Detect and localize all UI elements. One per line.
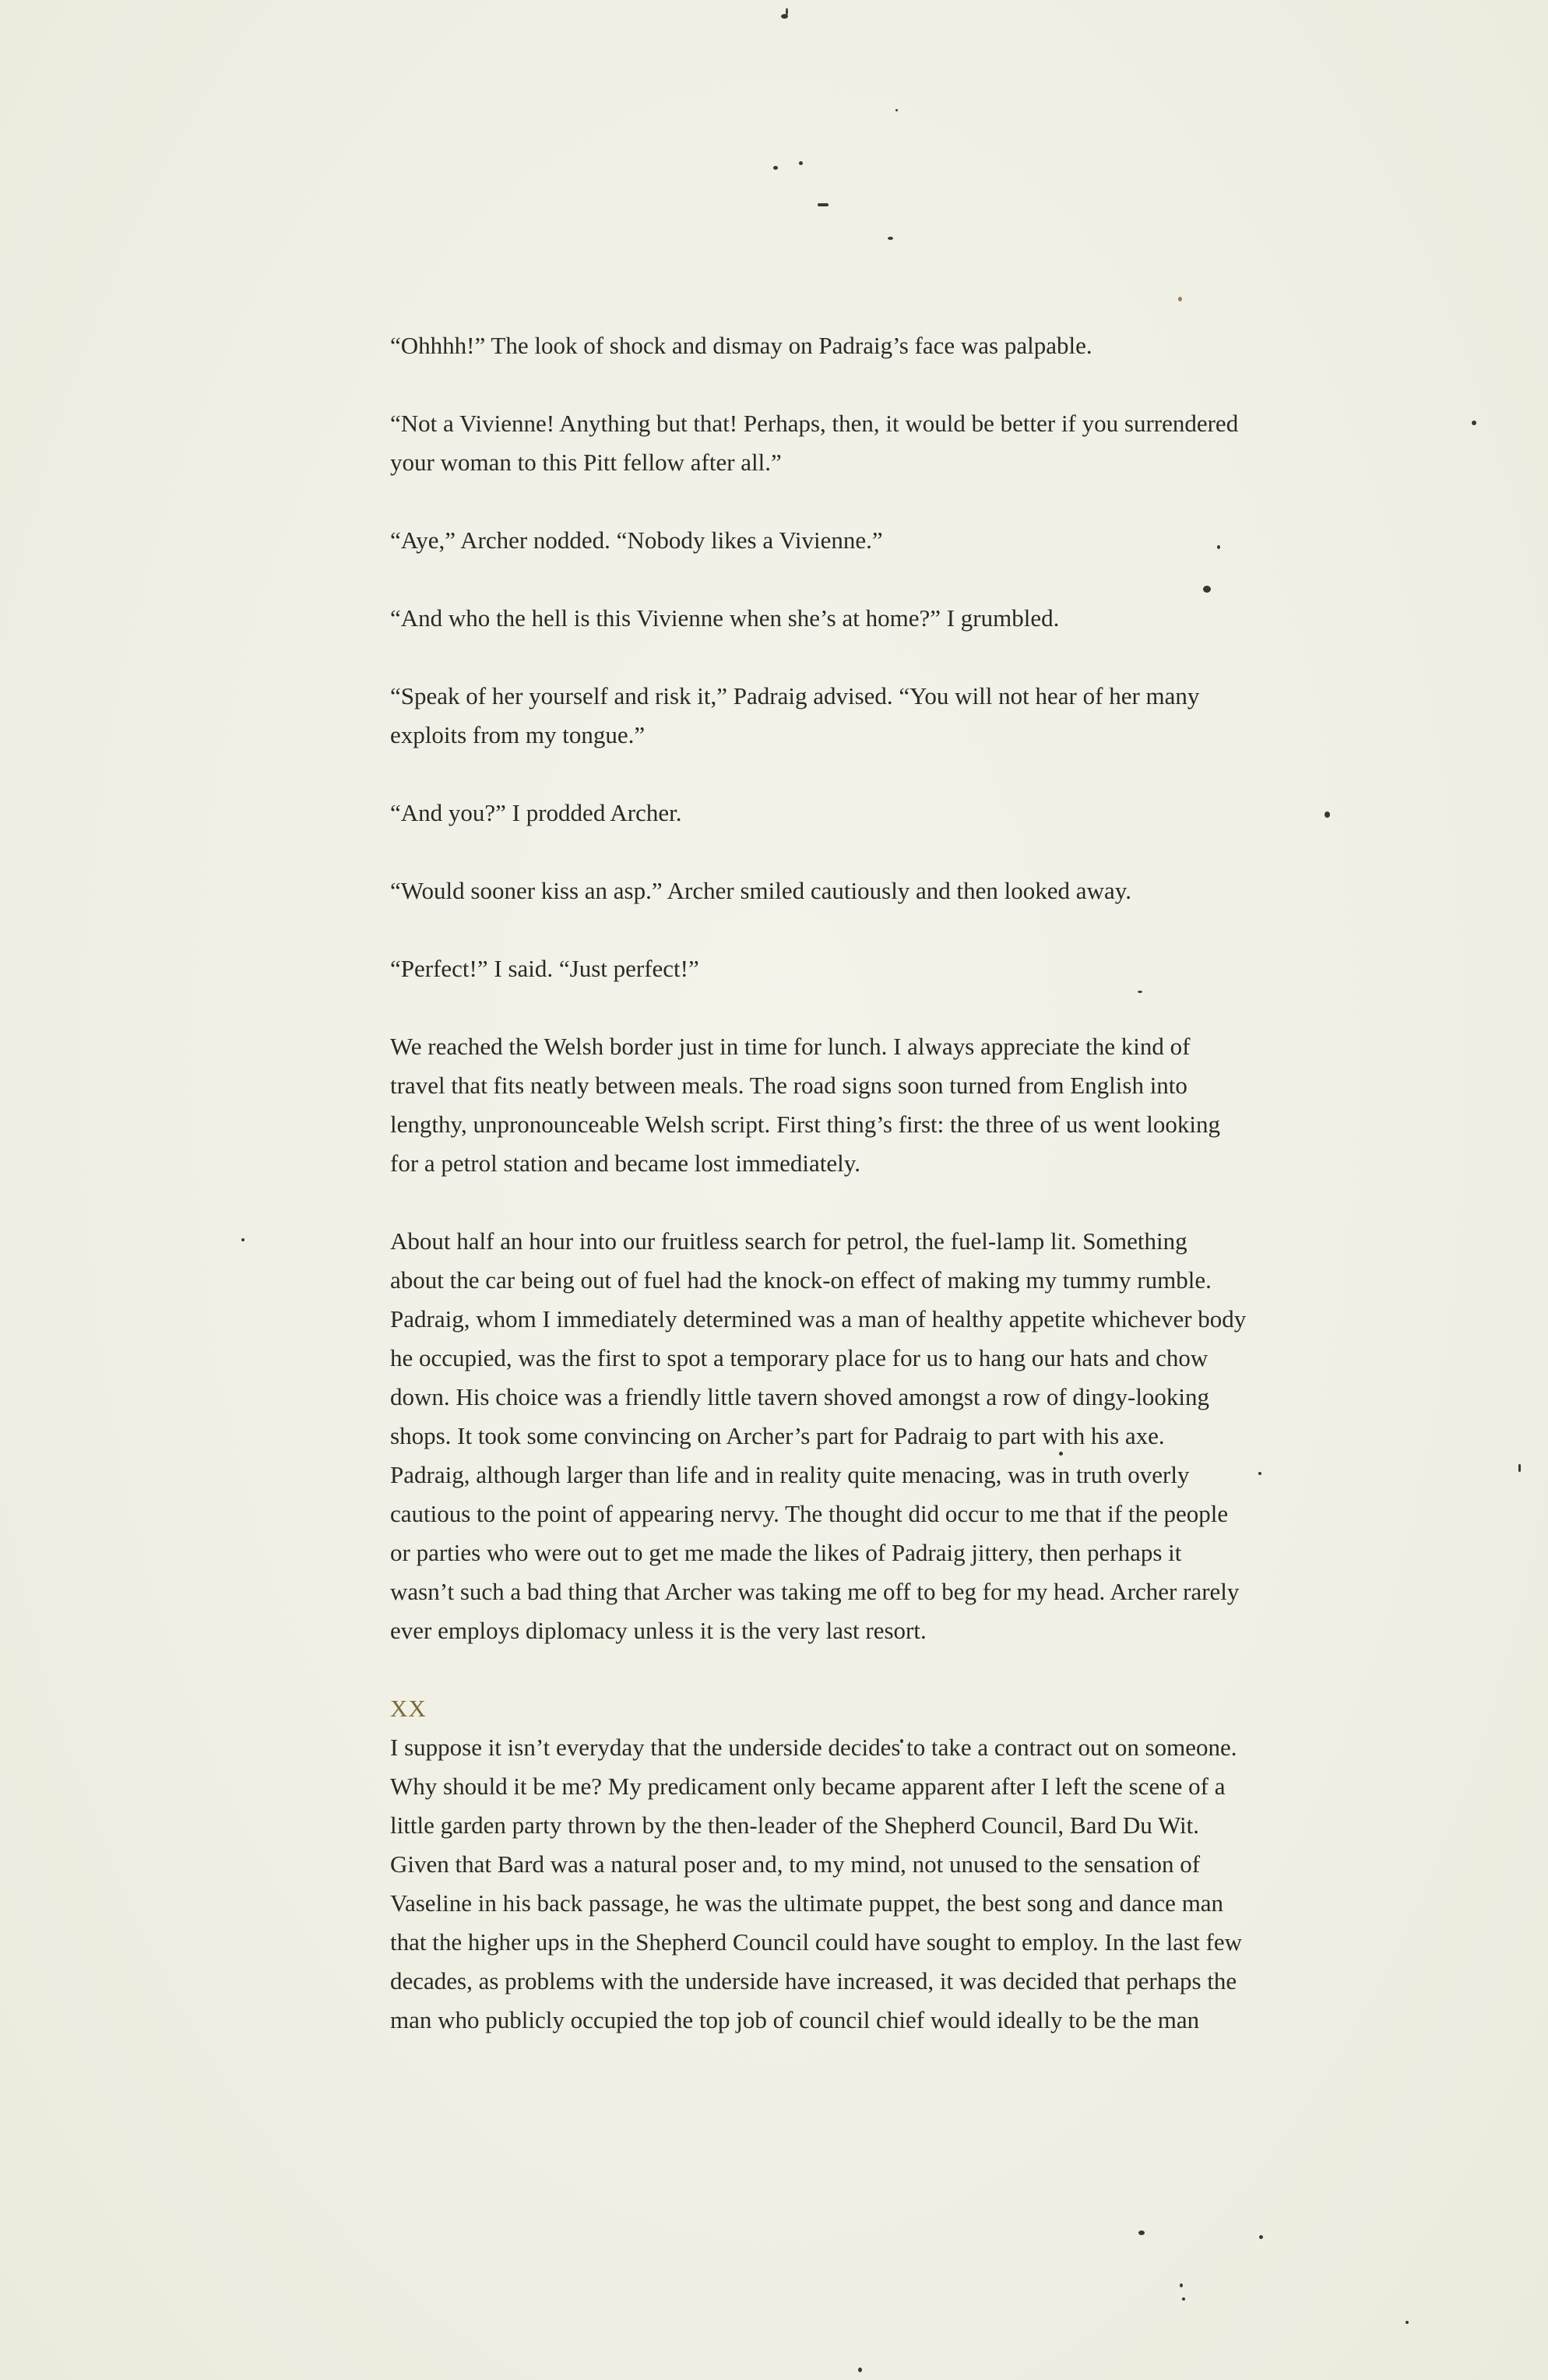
- paragraph: About half an hour into our fruitless search for petrol, the fuel-lamp lit. Something about the car being out of fuel had the knock-on effect of making my tummy rumble. Padraig, whom I immediately determined was a man of healthy appetite whichever body he occupied, was the first to spot a temporary place for us to hang our hats and chow down. His choice was a friendly little tavern shoved amongst a row of dingy-looking shops. It took some convincing on Archer’s part for Padraig to part with his axe. Padraig, although larger than life and in reality quite menacing, was in truth overly cautious to the point of appearing nervy. The thought did occur to me that if the people or parties who were out to get me made the likes of Padraig jittery, then perhaps it wasn’t such a bad thing that Archer was taking me off to beg for my head. Archer rarely ever employs diplomacy unless it is the very last resort.: [390, 1227, 1247, 1644]
- paragraph: “And who the hell is this Vivienne when she’s at home?” I grumbled.: [390, 604, 1060, 632]
- paper-speck: [888, 237, 893, 240]
- paper-speck: [1406, 2321, 1409, 2324]
- paragraph: “Speak of her yourself and risk it,” Padraig advised. “You will not hear of her many exploits from my tongue.”: [390, 682, 1200, 748]
- paper-speck: [1138, 2230, 1145, 2235]
- paragraph: “Perfect!” I said. “Just perfect!”: [390, 955, 699, 982]
- paper-speck: [1259, 2235, 1263, 2239]
- paper-speck: [773, 166, 778, 170]
- section-marker: XX: [390, 1695, 427, 1722]
- paper-speck: [1180, 2283, 1183, 2287]
- paper-speck: [1178, 297, 1182, 301]
- paper-speck: [818, 203, 829, 206]
- paragraph: “Not a Vivienne! Anything but that! Perhaps, then, it would be better if you surrendered your woman to this Pitt fellow after all.”: [390, 410, 1239, 476]
- paper-speck: [858, 2368, 862, 2372]
- paper-speck: [786, 8, 788, 16]
- paragraph: We reached the Welsh border just in time for lunch. I always appreciate the kind of travel that fits neatly between meals. The road signs soon turned from English into lengthy, unpronounceable Welsh script. First thing’s first: the three of us went looking for a petrol station and became lost immediately.: [390, 1033, 1220, 1177]
- paragraph: “Aye,” Archer nodded. “Nobody likes a Vivienne.”: [390, 526, 883, 554]
- paragraph: “Would sooner kiss an asp.” Archer smiled cautiously and then looked away.: [390, 877, 1131, 904]
- paper-speck: [241, 1238, 245, 1241]
- paper-speck: [1472, 421, 1476, 425]
- paper-speck: [895, 109, 898, 111]
- paragraph: “Ohhhh!” The look of shock and dismay on Padraig’s face was palpable.: [390, 332, 1092, 359]
- book-page-text: [390, 326, 1247, 2040]
- paragraph: I suppose it isn’t everyday that the underside decides to take a contract out on someone. Why should it be me? My predicament only became apparent after I left the scene of a little garden party thrown by the then-leader of the Shepherd Council, Bard Du Wit. Given that Bard was a natural poser and, to my mind, not unused to the sensation of Vaseline in his back passage, he was the ultimate puppet, the best song and dance man that the higher ups in the Shepherd Council could have sought to employ. In the last few decades, as problems with the underside have increased, it was decided that perhaps the man who publicly occupied the top job of council chief would ideally to be the man: [390, 1734, 1242, 2033]
- paper-speck: [1325, 812, 1330, 818]
- paper-speck: [799, 161, 803, 165]
- paper-speck: [1518, 1464, 1521, 1472]
- paragraph: “And you?” I prodded Archer.: [390, 799, 682, 826]
- paper-speck: [1182, 2297, 1185, 2301]
- paper-speck: [1258, 1472, 1261, 1475]
